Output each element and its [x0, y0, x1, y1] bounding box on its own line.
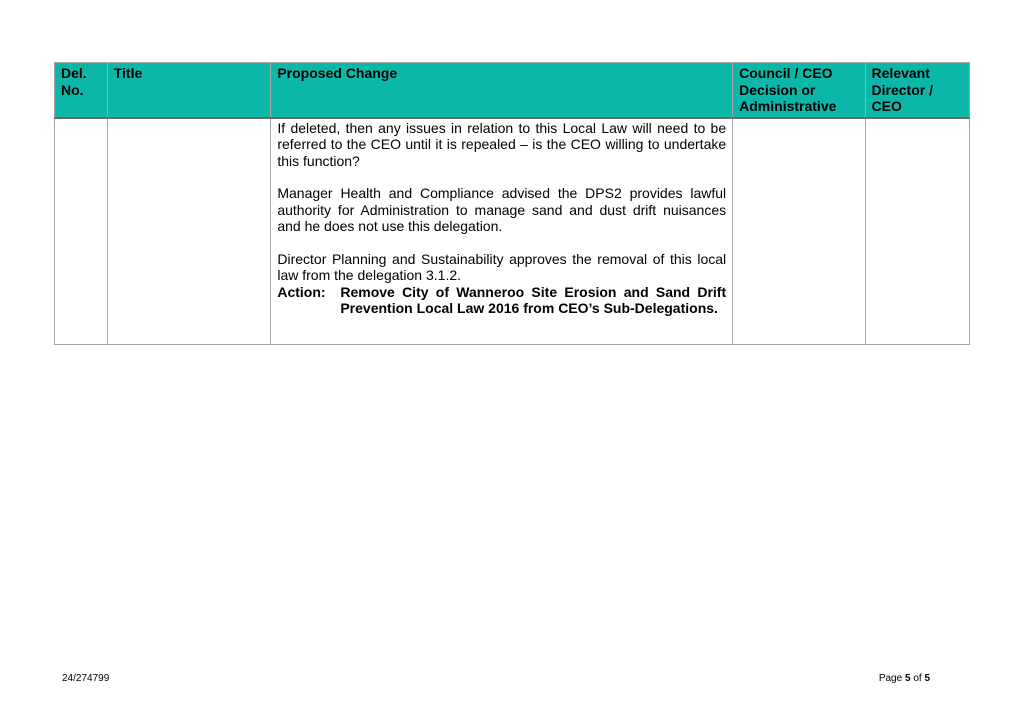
- table-row: [55, 118, 970, 345]
- change-paragraph-1: If deleted, then any issues in relation to this Local Law will need to be referred to the CEO until it is repealed – is the CEO willing to undertake this function?: [277, 119, 727, 169]
- cell-proposed-change: [271, 118, 733, 345]
- change-paragraph-2: Manager Health and Compliance advised the DPS2 provides lawful authority for Administration to manage sand and dust drift nuisances and he does not use this delegation.: [277, 185, 727, 234]
- change-paragraph-3: Director Planning and Sustainability approves the removal of this local law from the delegation 3.1.2.: [277, 250, 727, 283]
- cell-del-no: [55, 118, 108, 345]
- action-text: Remove City of Wanneroo Site Erosion and Sand Drift Prevention Local Law 2016 from CEO’s Sub-Delegations.: [340, 283, 727, 316]
- document-reference: 24/274799: [62, 673, 110, 684]
- delegation-table: [54, 62, 970, 345]
- page-total: 5: [924, 673, 930, 684]
- cell-director: [865, 118, 969, 345]
- cell-decision: [733, 118, 865, 345]
- action-label: Action:: [277, 283, 326, 300]
- page-current: 5: [904, 673, 911, 684]
- action-statement: [277, 284, 726, 317]
- page-of: of: [913, 673, 922, 684]
- header-proposed-change: Proposed Change: [271, 63, 733, 118]
- cell-title: [107, 118, 271, 345]
- header-director: Relevant Director / CEO: [865, 63, 969, 118]
- header-decision: Council / CEO Decision or Administrative: [733, 63, 865, 118]
- header-del-no: Del. No.: [55, 63, 108, 118]
- page-word: Page: [878, 673, 903, 684]
- table-header-row: [55, 63, 970, 118]
- header-title: Title: [107, 63, 271, 118]
- page-number: [879, 673, 930, 684]
